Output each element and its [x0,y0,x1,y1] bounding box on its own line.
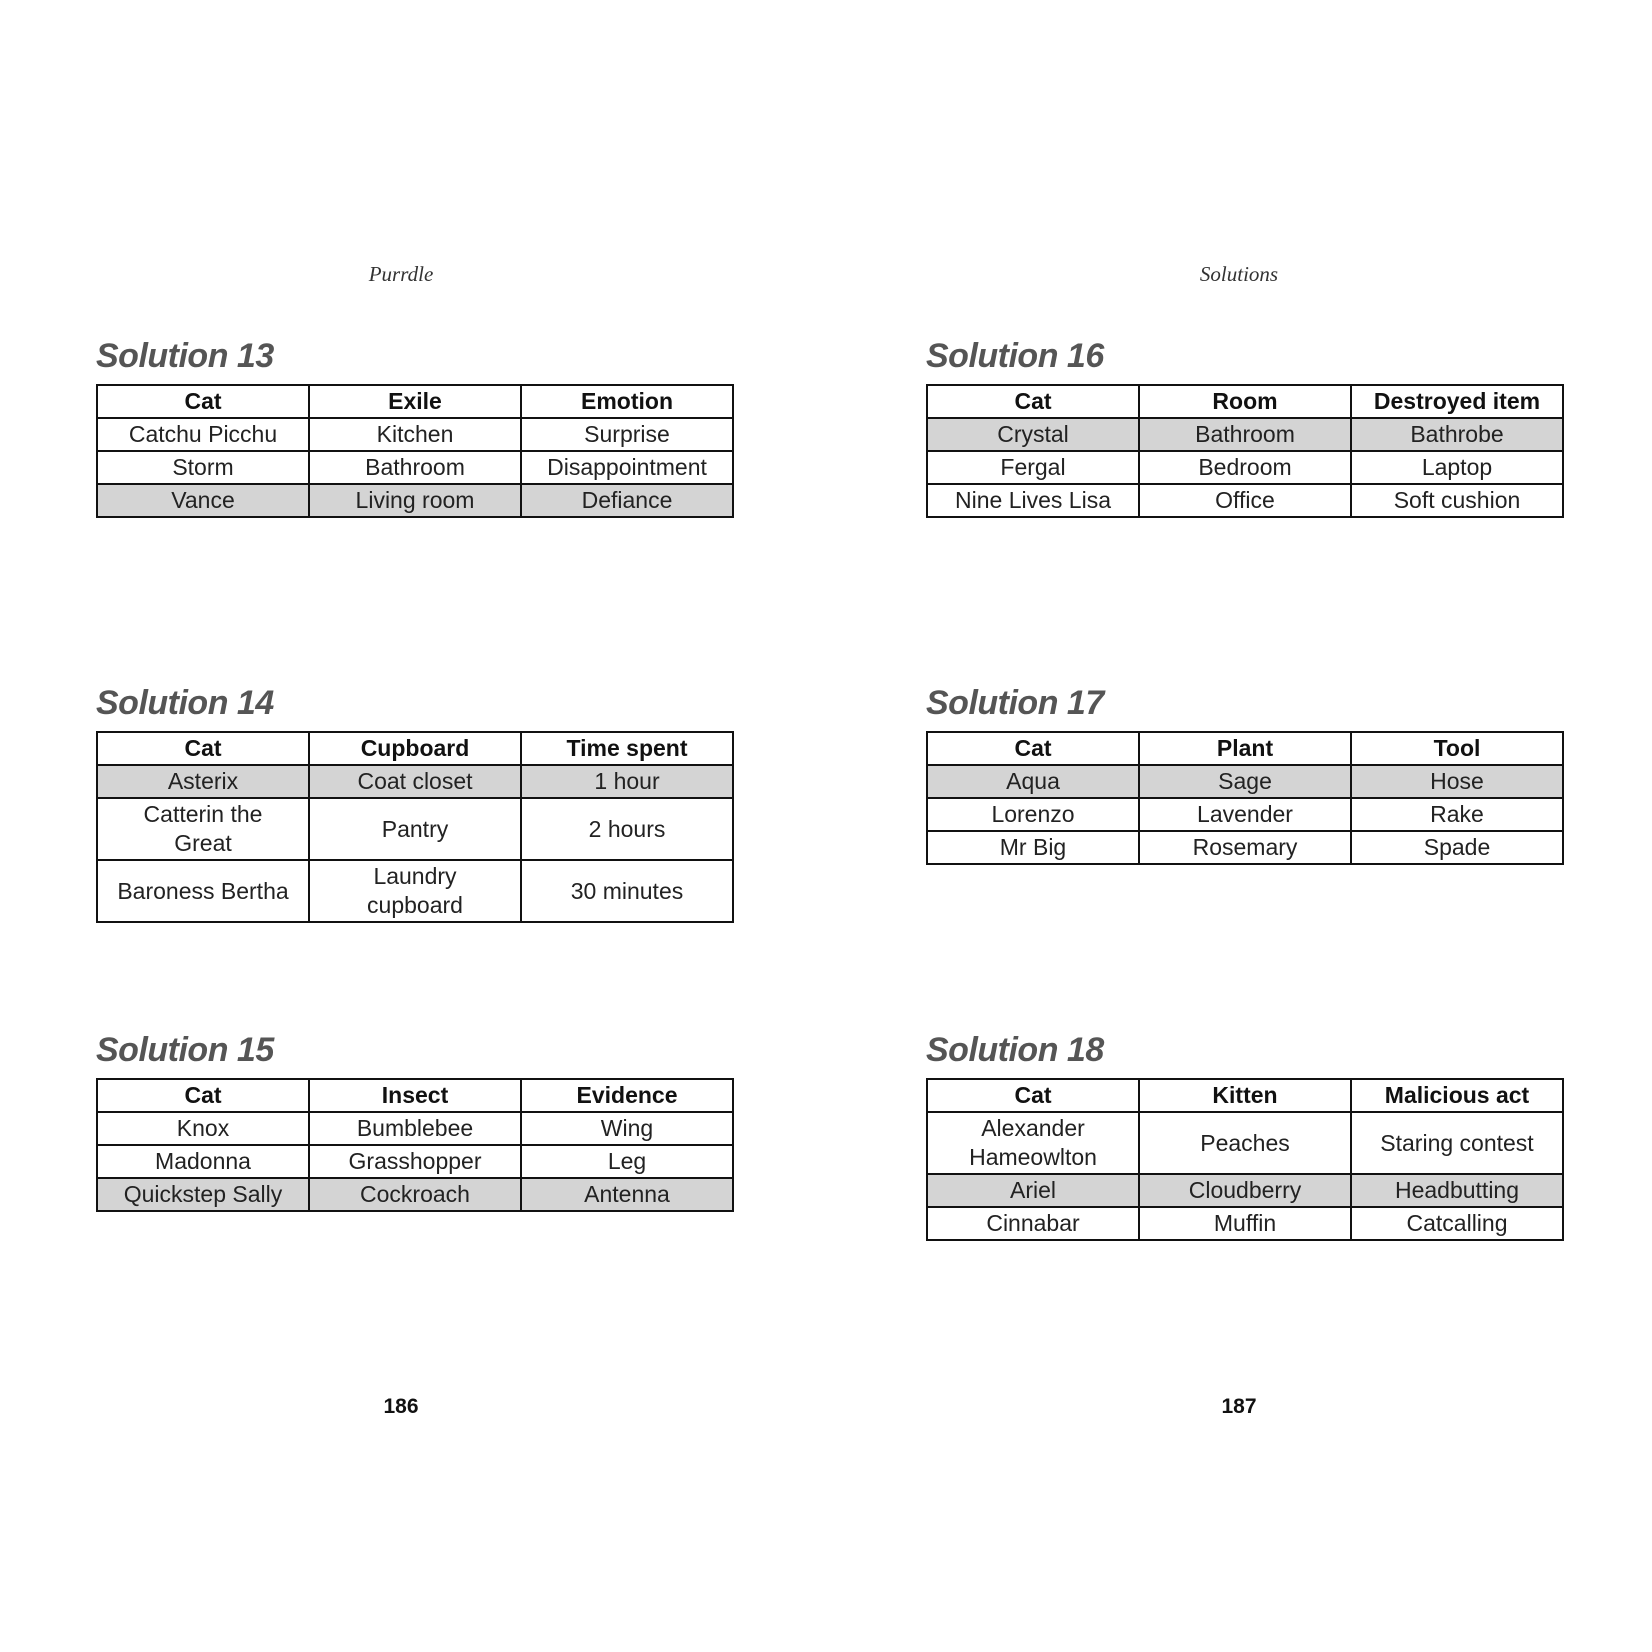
table-cell: Bathroom [309,451,521,484]
table-header-row [97,385,733,418]
table-cell: Grasshopper [309,1145,521,1178]
table-cell: Bedroom [1139,451,1351,484]
solution-title: Solution 13 [96,337,274,375]
table-row-highlighted [97,484,733,517]
table-cell: Knox [97,1112,309,1145]
table-cell: Cockroach [309,1178,521,1211]
table-row [97,1112,733,1145]
table-cell: Kitchen [309,418,521,451]
table-cell: Spade [1351,831,1563,864]
table-cell: Catcalling [1351,1207,1563,1240]
column-header: Plant [1139,732,1351,765]
solution-table [926,731,1564,865]
table-row [927,1207,1563,1240]
solution-15 [96,1030,736,1212]
solution-title: Solution 18 [926,1031,1104,1069]
solution-13 [96,336,736,518]
table-cell: 1 hour [521,765,733,798]
table-cell: Rosemary [1139,831,1351,864]
table-cell: Alexander Hameowlton [927,1112,1139,1174]
table-cell: Mr Big [927,831,1139,864]
table-cell: Defiance [521,484,733,517]
column-header: Cat [927,732,1139,765]
table-header-row [97,732,733,765]
table-cell: Catterin the Great [97,798,309,860]
column-header: Time spent [521,732,733,765]
table-row [927,831,1563,864]
table-cell: Bumblebee [309,1112,521,1145]
running-head: Solutions [1199,262,1279,286]
table-header-row [97,1079,733,1112]
table-cell: Asterix [97,765,309,798]
column-header: Cat [97,1079,309,1112]
table-cell: Baroness Bertha [97,860,309,922]
table-cell: Antenna [521,1178,733,1211]
table-row [927,451,1563,484]
page-number: 186 [383,1395,419,1418]
table-row [97,451,733,484]
table-cell: Aqua [927,765,1139,798]
column-header: Cat [97,385,309,418]
table-cell: Catchu Picchu [97,418,309,451]
column-header: Destroyed item [1351,385,1563,418]
table-cell: Coat closet [309,765,521,798]
table-row [927,484,1563,517]
table-cell: Laptop [1351,451,1563,484]
table-row [927,1112,1563,1174]
solution-table [926,1078,1564,1241]
table-cell: Wing [521,1112,733,1145]
table-header-row [927,1079,1563,1112]
table-cell: Headbutting [1351,1174,1563,1207]
column-header: Tool [1351,732,1563,765]
column-header: Cat [927,385,1139,418]
table-cell: Vance [97,484,309,517]
table-cell: Sage [1139,765,1351,798]
table-header-row [927,385,1563,418]
solution-table [96,1078,734,1212]
table-cell: 30 minutes [521,860,733,922]
table-cell: Lorenzo [927,798,1139,831]
solution-18 [926,1030,1566,1241]
column-header: Cat [97,732,309,765]
table-cell: Peaches [1139,1112,1351,1174]
column-header: Malicious act [1351,1079,1563,1112]
solution-16 [926,336,1566,518]
column-header: Evidence [521,1079,733,1112]
table-cell: Ariel [927,1174,1139,1207]
table-cell: Staring contest [1351,1112,1563,1174]
table-cell: Pantry [309,798,521,860]
solution-title: Solution 14 [96,684,274,722]
table-cell: Office [1139,484,1351,517]
column-header: Room [1139,385,1351,418]
table-cell: Crystal [927,418,1139,451]
solution-table [96,731,734,923]
table-cell: Storm [97,451,309,484]
solution-14 [96,683,736,923]
table-cell: 2 hours [521,798,733,860]
table-cell: Cinnabar [927,1207,1139,1240]
table-cell: Living room [309,484,521,517]
table-header-row [927,732,1563,765]
table-cell: Surprise [521,418,733,451]
table-cell: Cloudberry [1139,1174,1351,1207]
table-cell: Hose [1351,765,1563,798]
solution-title: Solution 16 [926,337,1104,375]
table-cell: Disappointment [521,451,733,484]
column-header: Kitten [1139,1079,1351,1112]
table-row [97,418,733,451]
solution-table [926,384,1564,518]
right-page [826,0,1652,1652]
table-row [927,798,1563,831]
table-cell: Muffin [1139,1207,1351,1240]
table-row-highlighted [927,418,1563,451]
page-number: 187 [1221,1395,1257,1418]
table-row-highlighted [927,1174,1563,1207]
solution-17 [926,683,1566,865]
table-row [97,860,733,922]
table-cell: Laundry cupboard [309,860,521,922]
solution-title: Solution 17 [926,684,1104,722]
table-row [97,798,733,860]
column-header: Cupboard [309,732,521,765]
table-cell: Rake [1351,798,1563,831]
column-header: Emotion [521,385,733,418]
table-row-highlighted [97,765,733,798]
table-cell: Bathrobe [1351,418,1563,451]
table-cell: Bathroom [1139,418,1351,451]
table-cell: Quickstep Sally [97,1178,309,1211]
running-head: Purrdle [368,262,434,286]
table-cell: Fergal [927,451,1139,484]
column-header: Exile [309,385,521,418]
table-cell: Lavender [1139,798,1351,831]
table-row [97,1145,733,1178]
table-row-highlighted [97,1178,733,1211]
table-cell: Madonna [97,1145,309,1178]
table-row-highlighted [927,765,1563,798]
table-cell: Leg [521,1145,733,1178]
column-header: Cat [927,1079,1139,1112]
table-cell: Soft cushion [1351,484,1563,517]
column-header: Insect [309,1079,521,1112]
solution-table [96,384,734,518]
solution-title: Solution 15 [96,1031,274,1069]
table-cell: Nine Lives Lisa [927,484,1139,517]
